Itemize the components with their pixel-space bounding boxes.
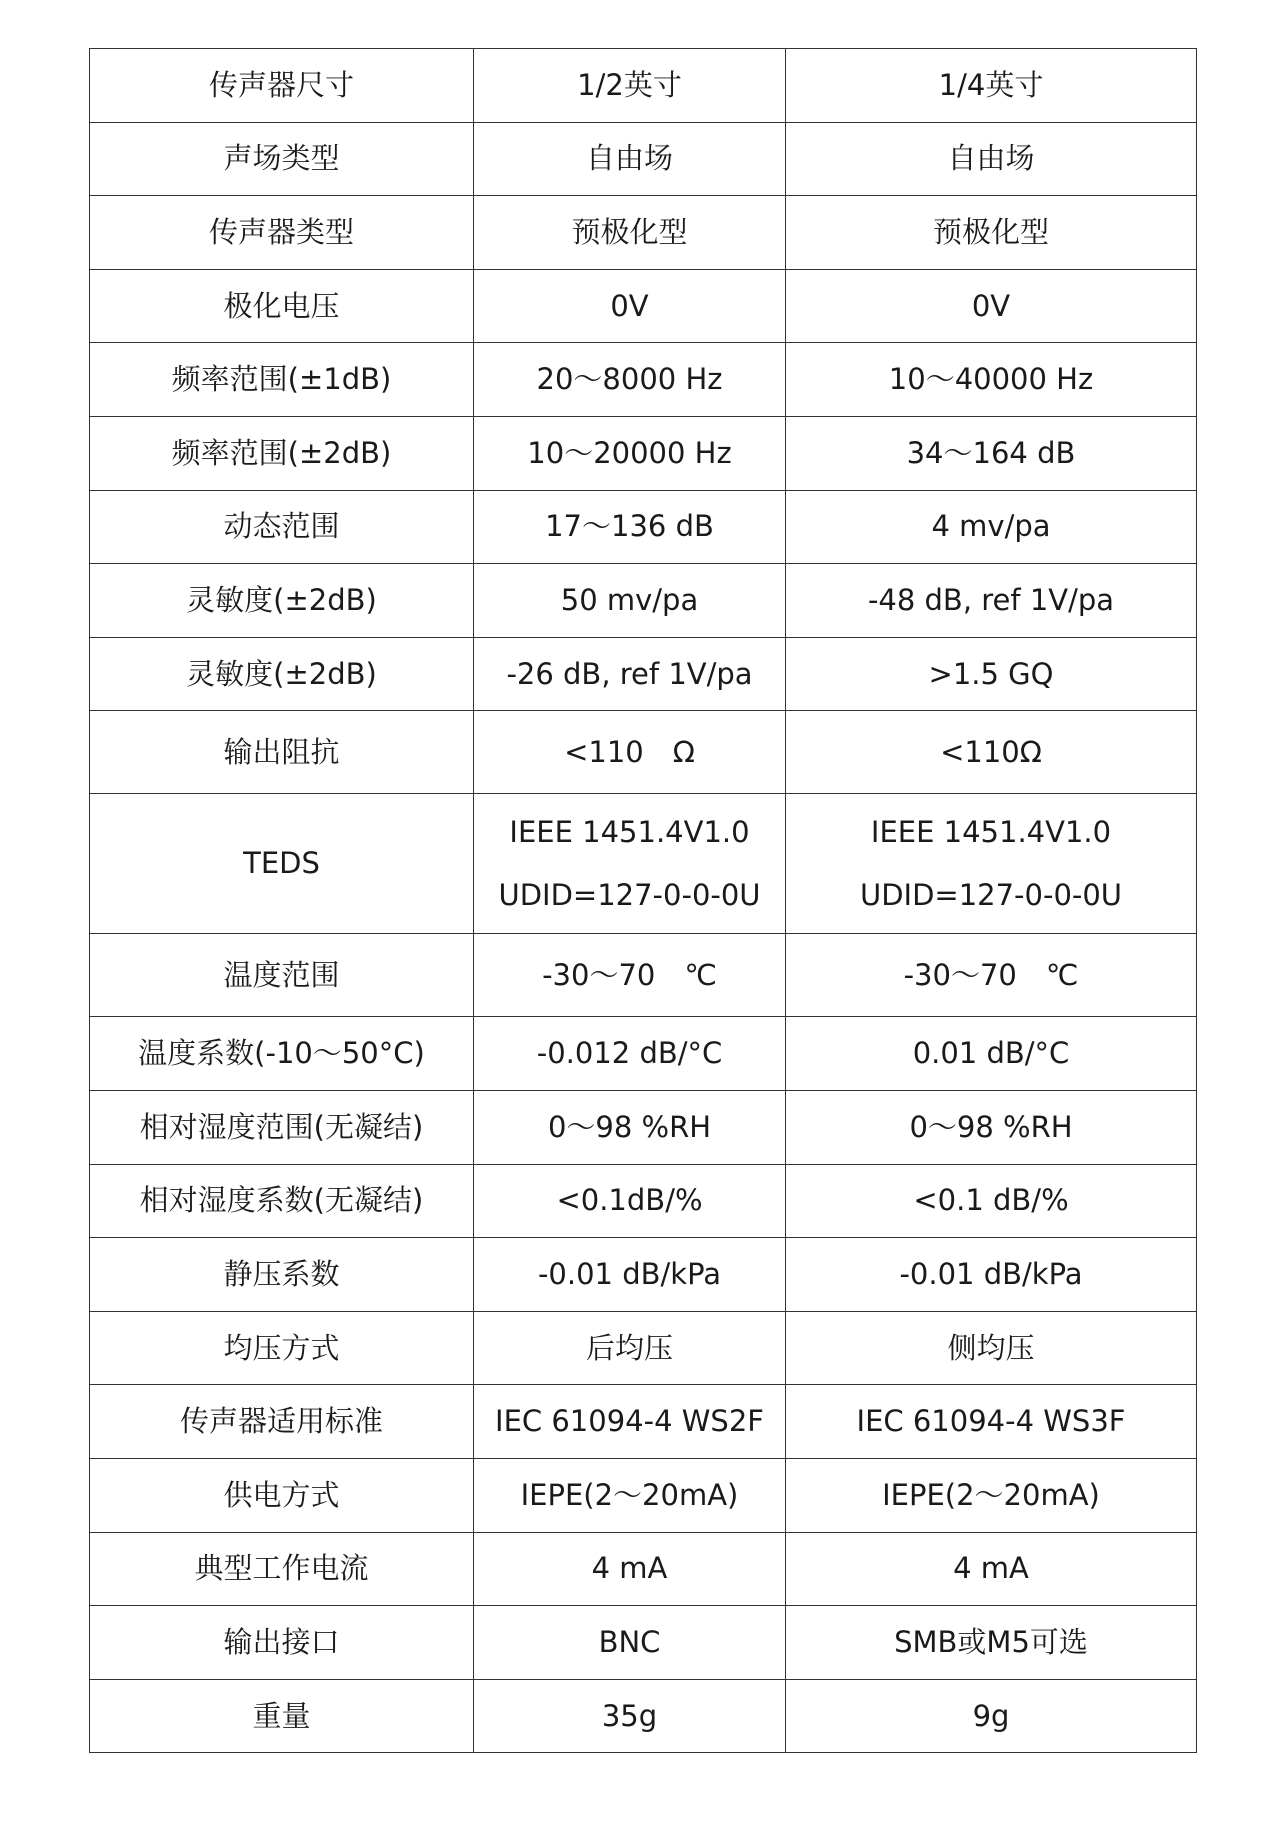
- table-row: [90, 490, 1197, 564]
- table-row: [90, 1090, 1197, 1164]
- table-row: [90, 269, 1197, 343]
- value-half-inch: BNC: [474, 1606, 786, 1680]
- row-label: 温度系数(-10～50°C): [90, 1017, 474, 1091]
- table-row: [90, 122, 1197, 196]
- table-row: [90, 49, 1197, 123]
- row-label: 声场类型: [90, 122, 474, 196]
- value-half-inch: 17～136 dB: [474, 490, 786, 564]
- row-label: 灵敏度(±2dB): [90, 564, 474, 638]
- teds-standard: IEEE 1451.4V1.0: [870, 815, 1112, 850]
- value-quarter-inch: IEPE(2～20mA): [786, 1458, 1197, 1532]
- value-quarter-inch: 0.01 dB/°C: [786, 1017, 1197, 1091]
- value-quarter-inch: >1.5 GQ: [786, 637, 1197, 711]
- row-label: 灵敏度(±2dB): [90, 637, 474, 711]
- value-half-inch: 后均压: [474, 1311, 786, 1385]
- row-label: 传声器类型: [90, 196, 474, 270]
- table-row: [90, 564, 1197, 638]
- row-label: 重量: [90, 1679, 474, 1753]
- value-quarter-inch: <110Ω: [786, 711, 1197, 794]
- value-half-inch: 0V: [474, 269, 786, 343]
- value-half-inch: [474, 794, 786, 934]
- table-row: [90, 637, 1197, 711]
- row-label: 动态范围: [90, 490, 474, 564]
- spec-table: [89, 48, 1197, 1753]
- value-half-inch: -0.012 dB/°C: [474, 1017, 786, 1091]
- table-row: [90, 1017, 1197, 1091]
- table-row: [90, 196, 1197, 270]
- value-half-inch: <0.1dB/%: [474, 1164, 786, 1238]
- value-half-inch: 20～8000 Hz: [474, 343, 786, 417]
- table-row: [90, 1679, 1197, 1753]
- teds-standard: IEEE 1451.4V1.0: [509, 815, 750, 850]
- value-half-inch: <110 Ω: [474, 711, 786, 794]
- table-row: [90, 1164, 1197, 1238]
- value-half-inch: IEC 61094-4 WS2F: [474, 1385, 786, 1459]
- row-label: 相对湿度范围(无凝结): [90, 1090, 474, 1164]
- value-quarter-inch: -0.01 dB/kPa: [786, 1238, 1197, 1312]
- value-half-inch: 1/2英寸: [474, 49, 786, 123]
- value-quarter-inch: -30～70 ℃: [786, 934, 1197, 1017]
- row-label: 输出阻抗: [90, 711, 474, 794]
- row-label: 频率范围(±1dB): [90, 343, 474, 417]
- value-quarter-inch: [786, 794, 1197, 934]
- value-quarter-inch: 预极化型: [786, 196, 1197, 270]
- table-row: [90, 1311, 1197, 1385]
- row-label: TEDS: [90, 794, 474, 934]
- table-row: [90, 794, 1197, 934]
- teds-udid: UDID=127-0-0-0U: [859, 877, 1123, 912]
- value-quarter-inch: 1/4英寸: [786, 49, 1197, 123]
- row-label: 静压系数: [90, 1238, 474, 1312]
- teds-udid: UDID=127-0-0-0U: [498, 877, 761, 912]
- value-half-inch: -30～70 ℃: [474, 934, 786, 1017]
- row-label: 温度范围: [90, 934, 474, 1017]
- value-half-inch: 自由场: [474, 122, 786, 196]
- value-quarter-inch: 4 mv/pa: [786, 490, 1197, 564]
- value-quarter-inch: 0V: [786, 269, 1197, 343]
- value-quarter-inch: SMB或M5可选: [786, 1606, 1197, 1680]
- value-quarter-inch: 9g: [786, 1679, 1197, 1753]
- value-half-inch: 0～98 %RH: [474, 1090, 786, 1164]
- table-row: [90, 711, 1197, 794]
- value-half-inch: 10～20000 Hz: [474, 416, 786, 490]
- table-row: [90, 1238, 1197, 1312]
- row-label: 典型工作电流: [90, 1532, 474, 1606]
- table-row: [90, 1385, 1197, 1459]
- value-quarter-inch: 10～40000 Hz: [786, 343, 1197, 417]
- value-half-inch: 50 mv/pa: [474, 564, 786, 638]
- row-label: 均压方式: [90, 1311, 474, 1385]
- value-half-inch: 预极化型: [474, 196, 786, 270]
- value-half-inch: -26 dB, ref 1V/pa: [474, 637, 786, 711]
- row-label: 传声器适用标准: [90, 1385, 474, 1459]
- table-row: [90, 934, 1197, 1017]
- value-quarter-inch: <0.1 dB/%: [786, 1164, 1197, 1238]
- value-quarter-inch: 34～164 dB: [786, 416, 1197, 490]
- row-label: 供电方式: [90, 1458, 474, 1532]
- row-label: 传声器尺寸: [90, 49, 474, 123]
- value-quarter-inch: IEC 61094-4 WS3F: [786, 1385, 1197, 1459]
- row-label: 相对湿度系数(无凝结): [90, 1164, 474, 1238]
- table-row: [90, 1532, 1197, 1606]
- value-quarter-inch: 4 mA: [786, 1532, 1197, 1606]
- row-label: 频率范围(±2dB): [90, 416, 474, 490]
- table-row: [90, 1606, 1197, 1680]
- value-half-inch: 35g: [474, 1679, 786, 1753]
- row-label: 极化电压: [90, 269, 474, 343]
- value-quarter-inch: 自由场: [786, 122, 1197, 196]
- table-row: [90, 343, 1197, 417]
- table-row: [90, 1458, 1197, 1532]
- value-half-inch: IEPE(2～20mA): [474, 1458, 786, 1532]
- value-half-inch: -0.01 dB/kPa: [474, 1238, 786, 1312]
- table-row: [90, 416, 1197, 490]
- value-quarter-inch: -48 dB, ref 1V/pa: [786, 564, 1197, 638]
- value-quarter-inch: 侧均压: [786, 1311, 1197, 1385]
- row-label: 输出接口: [90, 1606, 474, 1680]
- value-quarter-inch: 0～98 %RH: [786, 1090, 1197, 1164]
- value-half-inch: 4 mA: [474, 1532, 786, 1606]
